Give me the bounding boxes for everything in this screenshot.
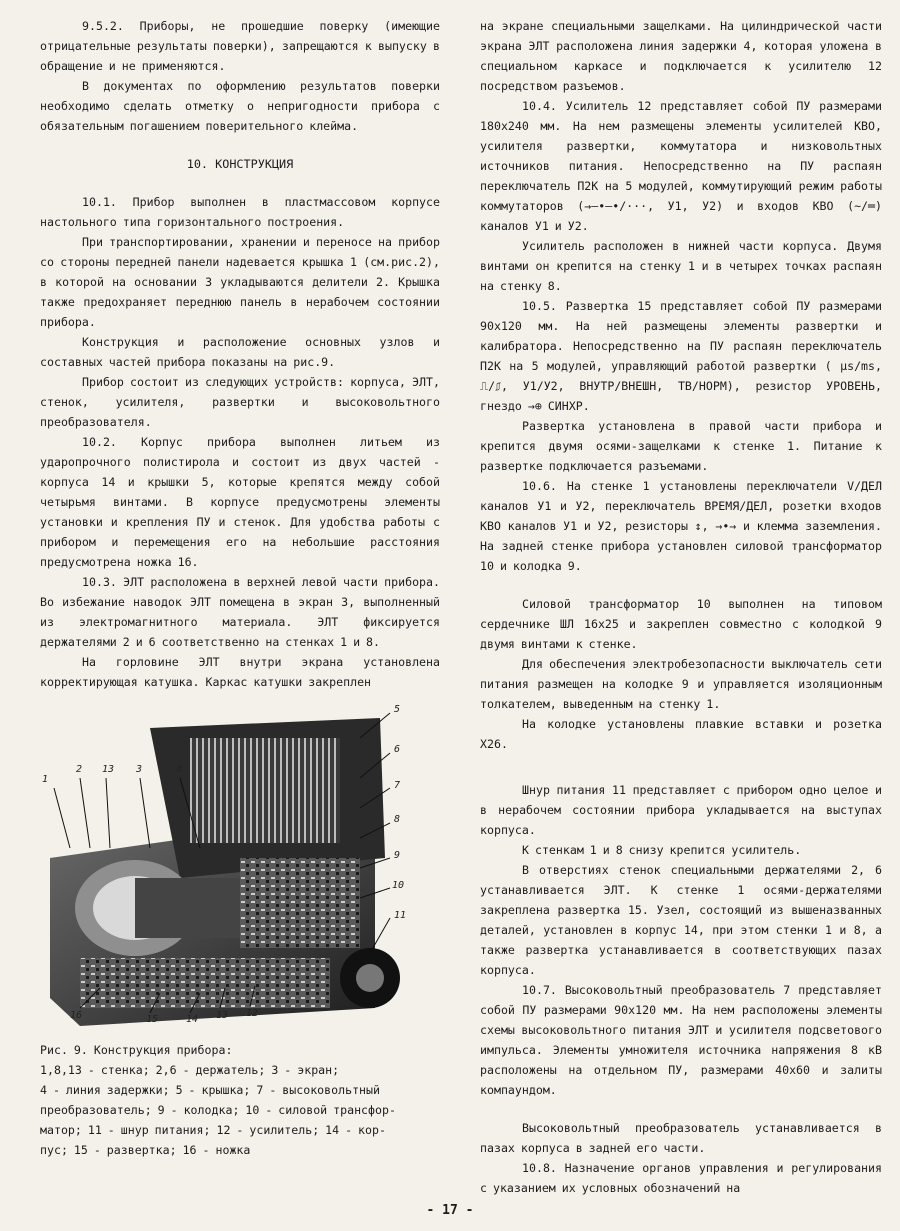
device-construction-figure: [40, 704, 412, 1034]
callout-label: 15: [146, 1014, 159, 1025]
paragraph: 10.7. Высоковольтный преобразователь 7 представляет собой ПУ размерами 90х120 мм. На нем расположены элементы схемы высоковольтного питания ЭЛТ и усилителя подсветового импульса. Элементы умножителя источника напряжения 8 кВ расположены на отдельном ПУ, размерами 40х60 и залиты компаундом.: [480, 983, 882, 1097]
caption-line: 1,8,13 - стенка; 2,6 - держатель; 3 - экран;: [40, 1063, 340, 1077]
right-column: [480, 16, 882, 1198]
page-number: - 17 -: [426, 1203, 474, 1218]
callout-label: 6: [394, 744, 401, 755]
slope-symbol: ⎍/⎎: [480, 379, 502, 393]
sync-jack-symbol: →⊕: [527, 399, 542, 413]
paragraph: К стенкам 1 и 8 снизу крепится усилитель.: [522, 843, 802, 857]
callout-label: 5: [394, 704, 401, 715]
paragraph-text: ) каналов У1 и У2.: [480, 199, 882, 233]
mode-switch-symbol: →—•—•/···: [584, 199, 648, 213]
caption-line: пус; 15 - развертка; 16 - ножка: [40, 1143, 251, 1157]
figure-caption: [40, 1040, 440, 1160]
paragraph: 10.1. Прибор выполнен в пластмассовом корпусе настольного типа горизонтального построения.: [40, 195, 440, 229]
paragraph: Для обеспечения электробезопасности выключатель сети питания размещен на колодке 9 и управляется изоляционным толкателем, выведенным на стенку 1.: [480, 657, 882, 711]
callout-label: 14: [186, 1014, 199, 1025]
paragraph: 10.2. Корпус прибора выполнен литьем из ударопрочного полистирола и состоит из двух частей - корпуса 14 и крышки 5, которые крепятся между собой четырьмя винтами. В корпусе предусмотрены элементы установки и крепления ПУ и стенок. Для удобства работы с прибором и перемещения его на небольшие расстояния предусмотрена ножка 16.: [40, 435, 440, 569]
time-unit-symbol: μs/ms,: [840, 359, 882, 373]
paragraph-text: 10.6. На стенке 1 установлены переключатели V/ДЕЛ каналов У1 и У2, переключатель ВРЕМЯ/ДЕЛ, розетки входов КВО каналов У1 и У2, резисторы: [480, 479, 882, 533]
paragraph: На колодке установлены плавкие вставки и розетка Х26.: [480, 717, 882, 751]
callout-label: 10: [392, 880, 405, 891]
paragraph: 10.8. Назначение органов управления и регулирования с указанием их условных обозначений на: [480, 1161, 882, 1195]
paragraph: на экране специальными защелками. На цилиндрической части экрана ЭЛТ расположена линия задержки 4, которая уложена в специальном каркасе и подключается к усилителю 12 посредством разъемов.: [480, 19, 882, 93]
callout-label: 1: [42, 774, 49, 785]
paragraph: 9.5.2. Приборы, не прошедшие поверку (имеющие отрицательные результаты поверки), запрещаются к выпуску в обращение и не применяются.: [40, 19, 440, 73]
paragraph: В документах по оформлению результатов поверки необходимо сделать отметку о непригодности прибора с обязательным погашением поверительного клейма.: [40, 79, 440, 133]
paragraph: Силовой трансформатор 10 выполнен на типовом сердечнике ШЛ 16х25 и закреплен совместно с колодкой 9 двумя винтами к стенке.: [480, 597, 882, 651]
paragraph: В отверстиях стенок специальными держателями 2, 6 устанавливается ЭЛТ. К стенке 1 осями-держателями закреплена развертка 15. Узел, состоящий из вышеназванных деталей, установлен в корпус 14, при этом стенки 1 и 8, а также развертка устанавливается в соответствующих пазах корпуса.: [480, 863, 882, 977]
callout-label: 12: [246, 1008, 259, 1019]
paragraph: [480, 96, 882, 236]
callout-label: 11: [394, 910, 407, 921]
paragraph: На горловине ЭЛТ внутри экрана установлена корректирующая катушка. Каркас катушки закреплен: [40, 655, 440, 689]
callout-label: 13: [102, 764, 115, 775]
caption-line: матор; 11 - шнур питания; 12 - усилитель; 14 - кор-: [40, 1123, 386, 1137]
caption-line: преобразователь; 9 - колодка; 10 - силовой трансфор-: [40, 1103, 396, 1117]
paragraph: При транспортировании, хранении и переносе на прибор со стороны передней панели надевается крышка 1 (см.рис.2), в которой на основании 3 укладываются делители 2. Крышка также предохраняет переднюю панель в нерабочем состоянии прибора.: [40, 235, 440, 329]
paragraph-text: СИНХР.: [547, 399, 590, 413]
callout-label: 7: [394, 780, 401, 791]
paragraph: Конструкция и расположение основных узлов и составных частей прибора показаны на рис.9.: [40, 335, 440, 369]
shift-symbol: ↕,: [694, 519, 709, 533]
left-column: [40, 16, 440, 1160]
ac-dc-symbol: ∼/═: [854, 199, 876, 213]
caption-line: 4 - линия задержки; 5 - крышка; 7 - высоковольтный: [40, 1083, 381, 1097]
callout-label: 9: [394, 850, 401, 861]
caption-title: Рис. 9. Конструкция прибора:: [40, 1043, 233, 1057]
paragraph: Высоковольтный преобразователь устанавливается в пазах корпуса в задней его части.: [480, 1121, 882, 1155]
paragraph: Прибор состоит из следующих устройств: корпуса, ЭЛТ, стенок, усилителя, развертки и высоковольтного преобразователя.: [40, 375, 440, 429]
paragraph: Развертка установлена в правой части прибора и крепится двумя осями-защелками к стенке 1. Питание к развертке подключается разъемами.: [480, 419, 882, 473]
paragraph: [480, 476, 882, 576]
paragraph-text: 10.5. Развертка 15 представляет собой ПУ размерами 90х120 мм. На ней размещены элементы развертки и калибратора. Непосредственно на ПУ распаян переключатель П2К на 5 модулей, управляющий работой развертки (: [480, 299, 882, 373]
callout-label: 16: [70, 1010, 83, 1021]
paragraph-text: и клемма заземления. На задней стенке прибора установлен силовой трансформатор 10 и колодка 9.: [480, 519, 883, 573]
paragraph: [480, 296, 882, 416]
callout-label: 3: [136, 764, 143, 775]
paragraph-text: , У1/У2, ВНУТР/ВНЕШН, ТВ/НОРМ), резистор УРОВЕНЬ, гнездо: [480, 379, 882, 413]
horizontal-shift-symbol: →•→: [715, 519, 737, 533]
callout-label: 13: [216, 1010, 229, 1021]
callout-label: 8: [394, 814, 401, 825]
paragraph: 10.3. ЭЛТ расположена в верхней левой части прибора. Во избежание наводок ЭЛТ помещена в экран 3, выполненный из электромагнитного материала. ЭЛТ фиксируется держателями 2 и 6 соответственно на стенках 1 и 8.: [40, 575, 440, 649]
callout-label: 2: [76, 764, 83, 775]
callout-label: 4: [176, 764, 183, 775]
paragraph-text: , У1, У2) и входов КВО (: [647, 199, 855, 213]
paragraph: Усилитель расположен в нижней части корпуса. Двумя винтами он крепится на стенку 1 и в четырех точках распаян на стенку 8.: [480, 239, 882, 293]
device-photo-illustration: [40, 708, 412, 1034]
section-heading: 10. КОНСТРУКЦИЯ: [186, 157, 294, 171]
paragraph: Шнур питания 11 представляет с прибором одно целое и в нерабочем состоянии прибора укладывается на выступах корпуса.: [480, 783, 882, 837]
paragraph-text: 10.4. Усилитель 12 представляет собой ПУ размерами 180х240 мм. На нем размещены элементы усилителей КВО, усилителя развертки, коммутатора и низковольтных источников питания. Непосредственно на ПУ распаян переключатель П2К на 5 модулей, коммутирующий режим работы коммутаторов (: [480, 99, 882, 213]
